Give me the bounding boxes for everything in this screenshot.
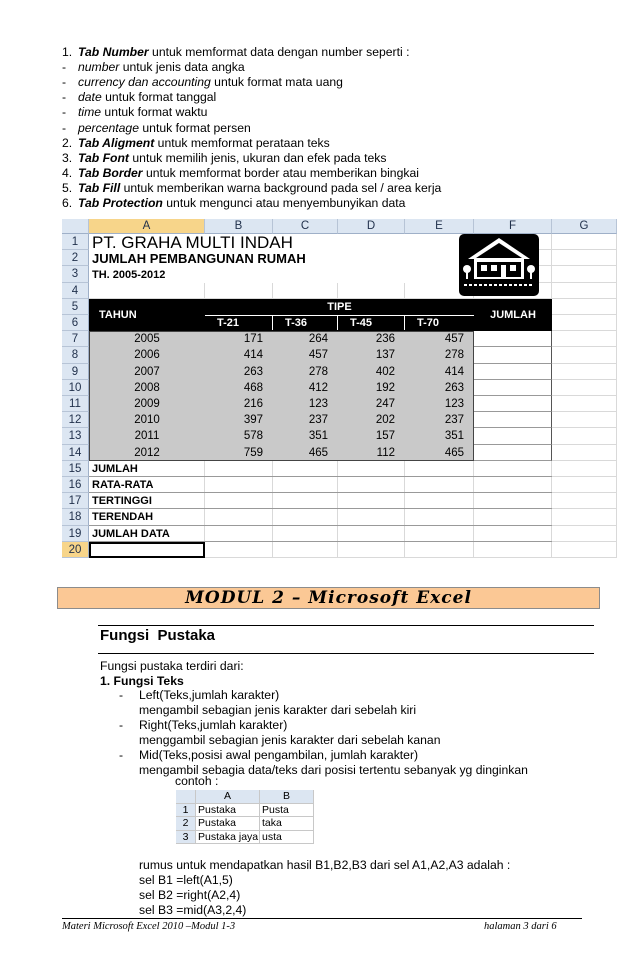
grid-cell <box>405 493 474 509</box>
header-type: T-70 <box>417 317 440 329</box>
year-cell: 2006 <box>89 347 205 363</box>
footer-left: Materi Microsoft Excel 2010 –Modul 1-3 <box>62 921 236 932</box>
value-cell: 397 <box>205 412 273 428</box>
column-header: B <box>205 219 273 234</box>
list-description: untuk format mata uang <box>210 75 343 90</box>
grid-cell <box>552 380 617 396</box>
grid-cell <box>273 477 338 493</box>
jumlah-cell <box>474 412 552 428</box>
list-marker: 4. <box>62 165 73 180</box>
value-cell: 192 <box>338 380 405 396</box>
value-cell: 414 <box>405 364 474 380</box>
mini-column-header: B <box>260 790 314 804</box>
section-title-rule-bottom <box>98 653 594 654</box>
year-cell: 2007 <box>89 364 205 380</box>
section-title: Fungsi Pustaka <box>100 627 216 644</box>
grid-cell <box>273 283 338 299</box>
row-header: 9 <box>62 364 89 380</box>
value-cell: 247 <box>338 396 405 412</box>
bullet-dash: - <box>119 748 124 762</box>
list-item <box>62 166 419 181</box>
sub-title: 1. Fungsi Teks <box>100 674 184 688</box>
grid-cell <box>552 364 617 380</box>
footer-rule <box>62 918 582 919</box>
mini-cell: Pustaka jaya <box>198 830 259 843</box>
list-marker: - <box>62 105 67 120</box>
grid-cell <box>552 493 617 509</box>
value-cell: 263 <box>205 364 273 380</box>
mini-corner <box>176 790 196 804</box>
list-description: untuk memformat border atau memberikan bingkai <box>142 165 419 180</box>
year-cell: 2011 <box>89 428 205 444</box>
header-jumlah: JUMLAH <box>490 308 536 321</box>
value-cell: 202 <box>338 412 405 428</box>
list-term: Tab Font <box>78 150 129 165</box>
list-term: Tab Protection <box>78 196 163 210</box>
list-marker: 6. <box>62 196 73 210</box>
row-header: 15 <box>62 461 89 477</box>
row-header: 5 <box>62 299 89 315</box>
grid-cell <box>273 493 338 509</box>
row-header: 16 <box>62 477 89 493</box>
value-cell: 263 <box>405 380 474 396</box>
list-description: untuk memformat data dengan number seperti : <box>148 45 410 59</box>
list-item <box>62 105 207 120</box>
grid-cell <box>273 461 338 477</box>
value-cell: 123 <box>405 396 474 412</box>
grid-cell <box>205 283 273 299</box>
grid-cell <box>89 283 205 299</box>
house-icon <box>458 233 540 297</box>
row-header: 19 <box>62 526 89 542</box>
value-cell: 216 <box>205 396 273 412</box>
grid-cell <box>552 234 617 250</box>
bullet-dash: - <box>119 718 124 732</box>
value-cell: 412 <box>273 380 338 396</box>
row-header: 6 <box>62 315 89 331</box>
grid-cell <box>552 315 617 331</box>
list-item <box>62 151 386 166</box>
grid-cell <box>474 542 552 558</box>
table-subtitle: JUMLAH PEMBANGUNAN RUMAH <box>92 251 306 267</box>
year-cell: 2008 <box>89 380 205 396</box>
summary-row-rule <box>89 492 552 493</box>
grid-cell <box>273 542 338 558</box>
jumlah-cell <box>474 396 552 412</box>
list-description: untuk jenis data angka <box>119 60 245 75</box>
list-term: number <box>78 60 120 75</box>
summary-label: TERTINGGI <box>92 495 152 508</box>
value-cell: 123 <box>273 396 338 412</box>
grid-cell <box>405 542 474 558</box>
value-cell: 264 <box>273 331 338 347</box>
grid-cell <box>338 526 405 542</box>
value-cell: 457 <box>405 331 474 347</box>
mini-cell: Pustaka <box>196 804 260 818</box>
list-item <box>62 45 409 60</box>
grid-cell <box>338 477 405 493</box>
year-cell: 2012 <box>89 445 205 461</box>
module-banner <box>57 587 600 609</box>
list-term: currency dan accounting <box>78 75 211 90</box>
row-header: 17 <box>62 493 89 509</box>
grid-cell <box>405 509 474 525</box>
grid-cell <box>405 526 474 542</box>
list-term: date <box>78 90 102 105</box>
company-name: PT. GRAHA MULTI INDAH <box>92 234 293 251</box>
list-term: Tab Number <box>78 45 149 59</box>
grid-cell <box>474 526 552 542</box>
grid-cell <box>552 299 617 315</box>
selected-cell <box>89 542 205 558</box>
list-term: time <box>78 105 102 120</box>
grid-cell <box>552 445 617 461</box>
grid-cell <box>273 509 338 525</box>
jumlah-cell <box>474 347 552 363</box>
module-banner-title: MODUL 2 – Microsoft Excel <box>185 588 472 608</box>
row-header: 1 <box>62 234 89 250</box>
list-marker: 1. <box>62 45 73 59</box>
list-description: untuk memilih jenis, ukuran dan efek pada teks <box>129 150 387 165</box>
list-term: Tab Aligment <box>78 135 155 150</box>
value-cell: 468 <box>205 380 273 396</box>
bullet-dash: - <box>119 688 124 702</box>
rumus-b1: sel B1 =left(A1,5) <box>139 873 233 887</box>
rumus-b3: sel B3 =mid(A3,2,4) <box>139 903 247 917</box>
rumus-b2: sel B2 =right(A2,4) <box>139 888 241 902</box>
grid-cell <box>552 283 617 299</box>
value-cell: 236 <box>338 331 405 347</box>
list-marker: - <box>62 75 67 90</box>
value-cell: 351 <box>273 428 338 444</box>
list-marker: - <box>62 120 67 135</box>
grid-cell <box>205 477 273 493</box>
column-header: F <box>474 219 552 234</box>
grid-cell <box>552 250 617 266</box>
column-header: E <box>405 219 474 234</box>
list-marker: - <box>62 90 67 105</box>
header-type: T-45 <box>338 316 405 330</box>
spreadsheet-image <box>62 219 617 563</box>
list-description: untuk mengunci atau menyembunyikan data <box>162 196 406 210</box>
jumlah-cell <box>474 331 552 347</box>
year-cell: 2010 <box>89 412 205 428</box>
list-marker: 3. <box>62 150 73 165</box>
list-item <box>62 90 216 105</box>
summary-row-rule <box>89 508 552 509</box>
rumus-intro: rumus untuk mendapatkan hasil B1,B2,B3 dari sel A1,A2,A3 adalah : <box>139 858 511 872</box>
row-header: 10 <box>62 380 89 396</box>
list-description: untuk memformat perataan teks <box>154 135 330 150</box>
column-header: D <box>338 219 405 234</box>
header-type: T-36 <box>273 316 338 330</box>
row-header: 3 <box>62 266 89 282</box>
jumlah-cell <box>474 364 552 380</box>
function-description: menggambil sebagian jenis karakter dari sebelah kanan <box>139 733 441 747</box>
list-item <box>62 196 405 211</box>
value-cell: 578 <box>205 428 273 444</box>
grid-cell <box>474 509 552 525</box>
list-term: Tab Fill <box>78 180 121 195</box>
summary-label: TERENDAH <box>92 511 154 524</box>
row-header: 13 <box>62 428 89 444</box>
grid-cell <box>405 461 474 477</box>
summary-row-rule <box>89 476 552 477</box>
value-cell: 112 <box>338 445 405 461</box>
footer-right: halaman 3 dari 6 <box>484 921 557 932</box>
summary-label: JUMLAH <box>92 462 138 475</box>
mini-cell: usta <box>260 831 314 845</box>
grid-cell <box>338 283 405 299</box>
grid-cell <box>205 542 273 558</box>
mini-cell: taka <box>260 817 314 831</box>
function-description: mengambil sebagian jenis karakter dari sebelah kiri <box>139 703 417 717</box>
grid-cell <box>474 477 552 493</box>
function-name: Left(Teks,jumlah karakter) <box>139 688 280 702</box>
grid-cell <box>338 542 405 558</box>
mini-row-header: 2 <box>176 817 196 831</box>
row-header: 18 <box>62 509 89 525</box>
row-header: 12 <box>62 412 89 428</box>
year-cell: 2005 <box>89 331 205 347</box>
row-header: 11 <box>62 396 89 412</box>
example-table <box>176 790 314 845</box>
summary-label: RATA-RATA <box>92 479 154 491</box>
column-header: A <box>89 219 205 234</box>
mini-cell: Pusta <box>260 804 314 818</box>
value-cell: 457 <box>273 347 338 363</box>
value-cell: 171 <box>205 331 273 347</box>
mini-column-header: A <box>196 790 260 804</box>
data-block-outline <box>89 331 474 461</box>
header-tipe: TIPE <box>327 300 352 313</box>
sheet-corner <box>62 219 89 234</box>
header-tahun: TAHUN <box>99 308 137 321</box>
grid-cell <box>205 526 273 542</box>
mini-cell: Pustaka <box>196 817 260 831</box>
value-cell: 402 <box>338 364 405 380</box>
grid-cell <box>552 331 617 347</box>
grid-cell <box>552 477 617 493</box>
jumlah-cell <box>474 428 552 444</box>
section-title-rule-top <box>98 625 594 626</box>
row-header: 14 <box>62 445 89 461</box>
row-header: 20 <box>62 542 89 558</box>
grid-cell <box>474 461 552 477</box>
grid-cell <box>338 509 405 525</box>
mini-row-header: 3 <box>176 831 196 845</box>
grid-cell <box>552 266 617 282</box>
header-type: T-21 <box>205 316 273 330</box>
jumlah-cell <box>474 380 552 396</box>
grid-cell <box>338 493 405 509</box>
value-cell: 465 <box>273 445 338 461</box>
function-name: Right(Teks,jumlah karakter) <box>139 718 288 732</box>
grid-cell <box>273 526 338 542</box>
value-cell: 237 <box>405 412 474 428</box>
grid-cell <box>405 477 474 493</box>
list-item <box>62 121 251 136</box>
grid-cell <box>552 412 617 428</box>
row-header: 2 <box>62 250 89 266</box>
list-description: untuk format tanggal <box>101 90 217 105</box>
grid-cell <box>552 509 617 525</box>
grid-cell <box>338 461 405 477</box>
list-description: untuk format waktu <box>101 105 208 120</box>
grid-cell <box>552 396 617 412</box>
value-cell: 237 <box>273 412 338 428</box>
jumlah-cell <box>474 445 552 461</box>
grid-cell <box>552 347 617 363</box>
grid-cell <box>552 461 617 477</box>
list-description: untuk format persen <box>139 120 251 135</box>
table-period: TH. 2005-2012 <box>92 269 166 282</box>
list-description: untuk memberikan warna background pada sel / area kerja <box>120 180 442 195</box>
list-item <box>62 75 343 90</box>
column-header: C <box>273 219 338 234</box>
row-header: 8 <box>62 347 89 363</box>
value-cell: 137 <box>338 347 405 363</box>
list-marker: 5. <box>62 180 73 195</box>
mini-row-header: 1 <box>176 804 196 818</box>
list-item <box>62 136 330 151</box>
grid-cell <box>205 509 273 525</box>
intro-text: Fungsi pustaka terdiri dari: <box>100 659 244 673</box>
grid-cell <box>552 542 617 558</box>
grid-cell <box>205 493 273 509</box>
year-cell: 2009 <box>89 396 205 412</box>
row-header: 7 <box>62 331 89 347</box>
list-item <box>62 181 441 196</box>
function-name: Mid(Teks,posisi awal pengambilan, jumlah karakter) <box>139 748 419 762</box>
value-cell: 351 <box>405 428 474 444</box>
list-item <box>62 60 245 75</box>
value-cell: 465 <box>405 445 474 461</box>
value-cell: 278 <box>273 364 338 380</box>
column-header: G <box>552 219 617 234</box>
list-term: percentage <box>78 120 139 135</box>
grid-cell <box>552 428 617 444</box>
grid-cell <box>552 526 617 542</box>
summary-label: JUMLAH DATA <box>92 527 170 540</box>
value-cell: 759 <box>205 445 273 461</box>
row-header: 4 <box>62 283 89 299</box>
value-cell: 278 <box>405 347 474 363</box>
value-cell: 414 <box>205 347 273 363</box>
list-term: Tab Border <box>78 165 143 180</box>
grid-cell <box>205 461 273 477</box>
value-cell: 157 <box>338 428 405 444</box>
grid-cell <box>474 493 552 509</box>
list-marker: - <box>62 60 67 75</box>
list-marker: 2. <box>62 135 73 150</box>
contoh-label: contoh : <box>175 774 219 788</box>
function-description: mengambil sebagia data/teks dari posisi tertentu sebanyak yg dinginkan <box>139 763 528 777</box>
